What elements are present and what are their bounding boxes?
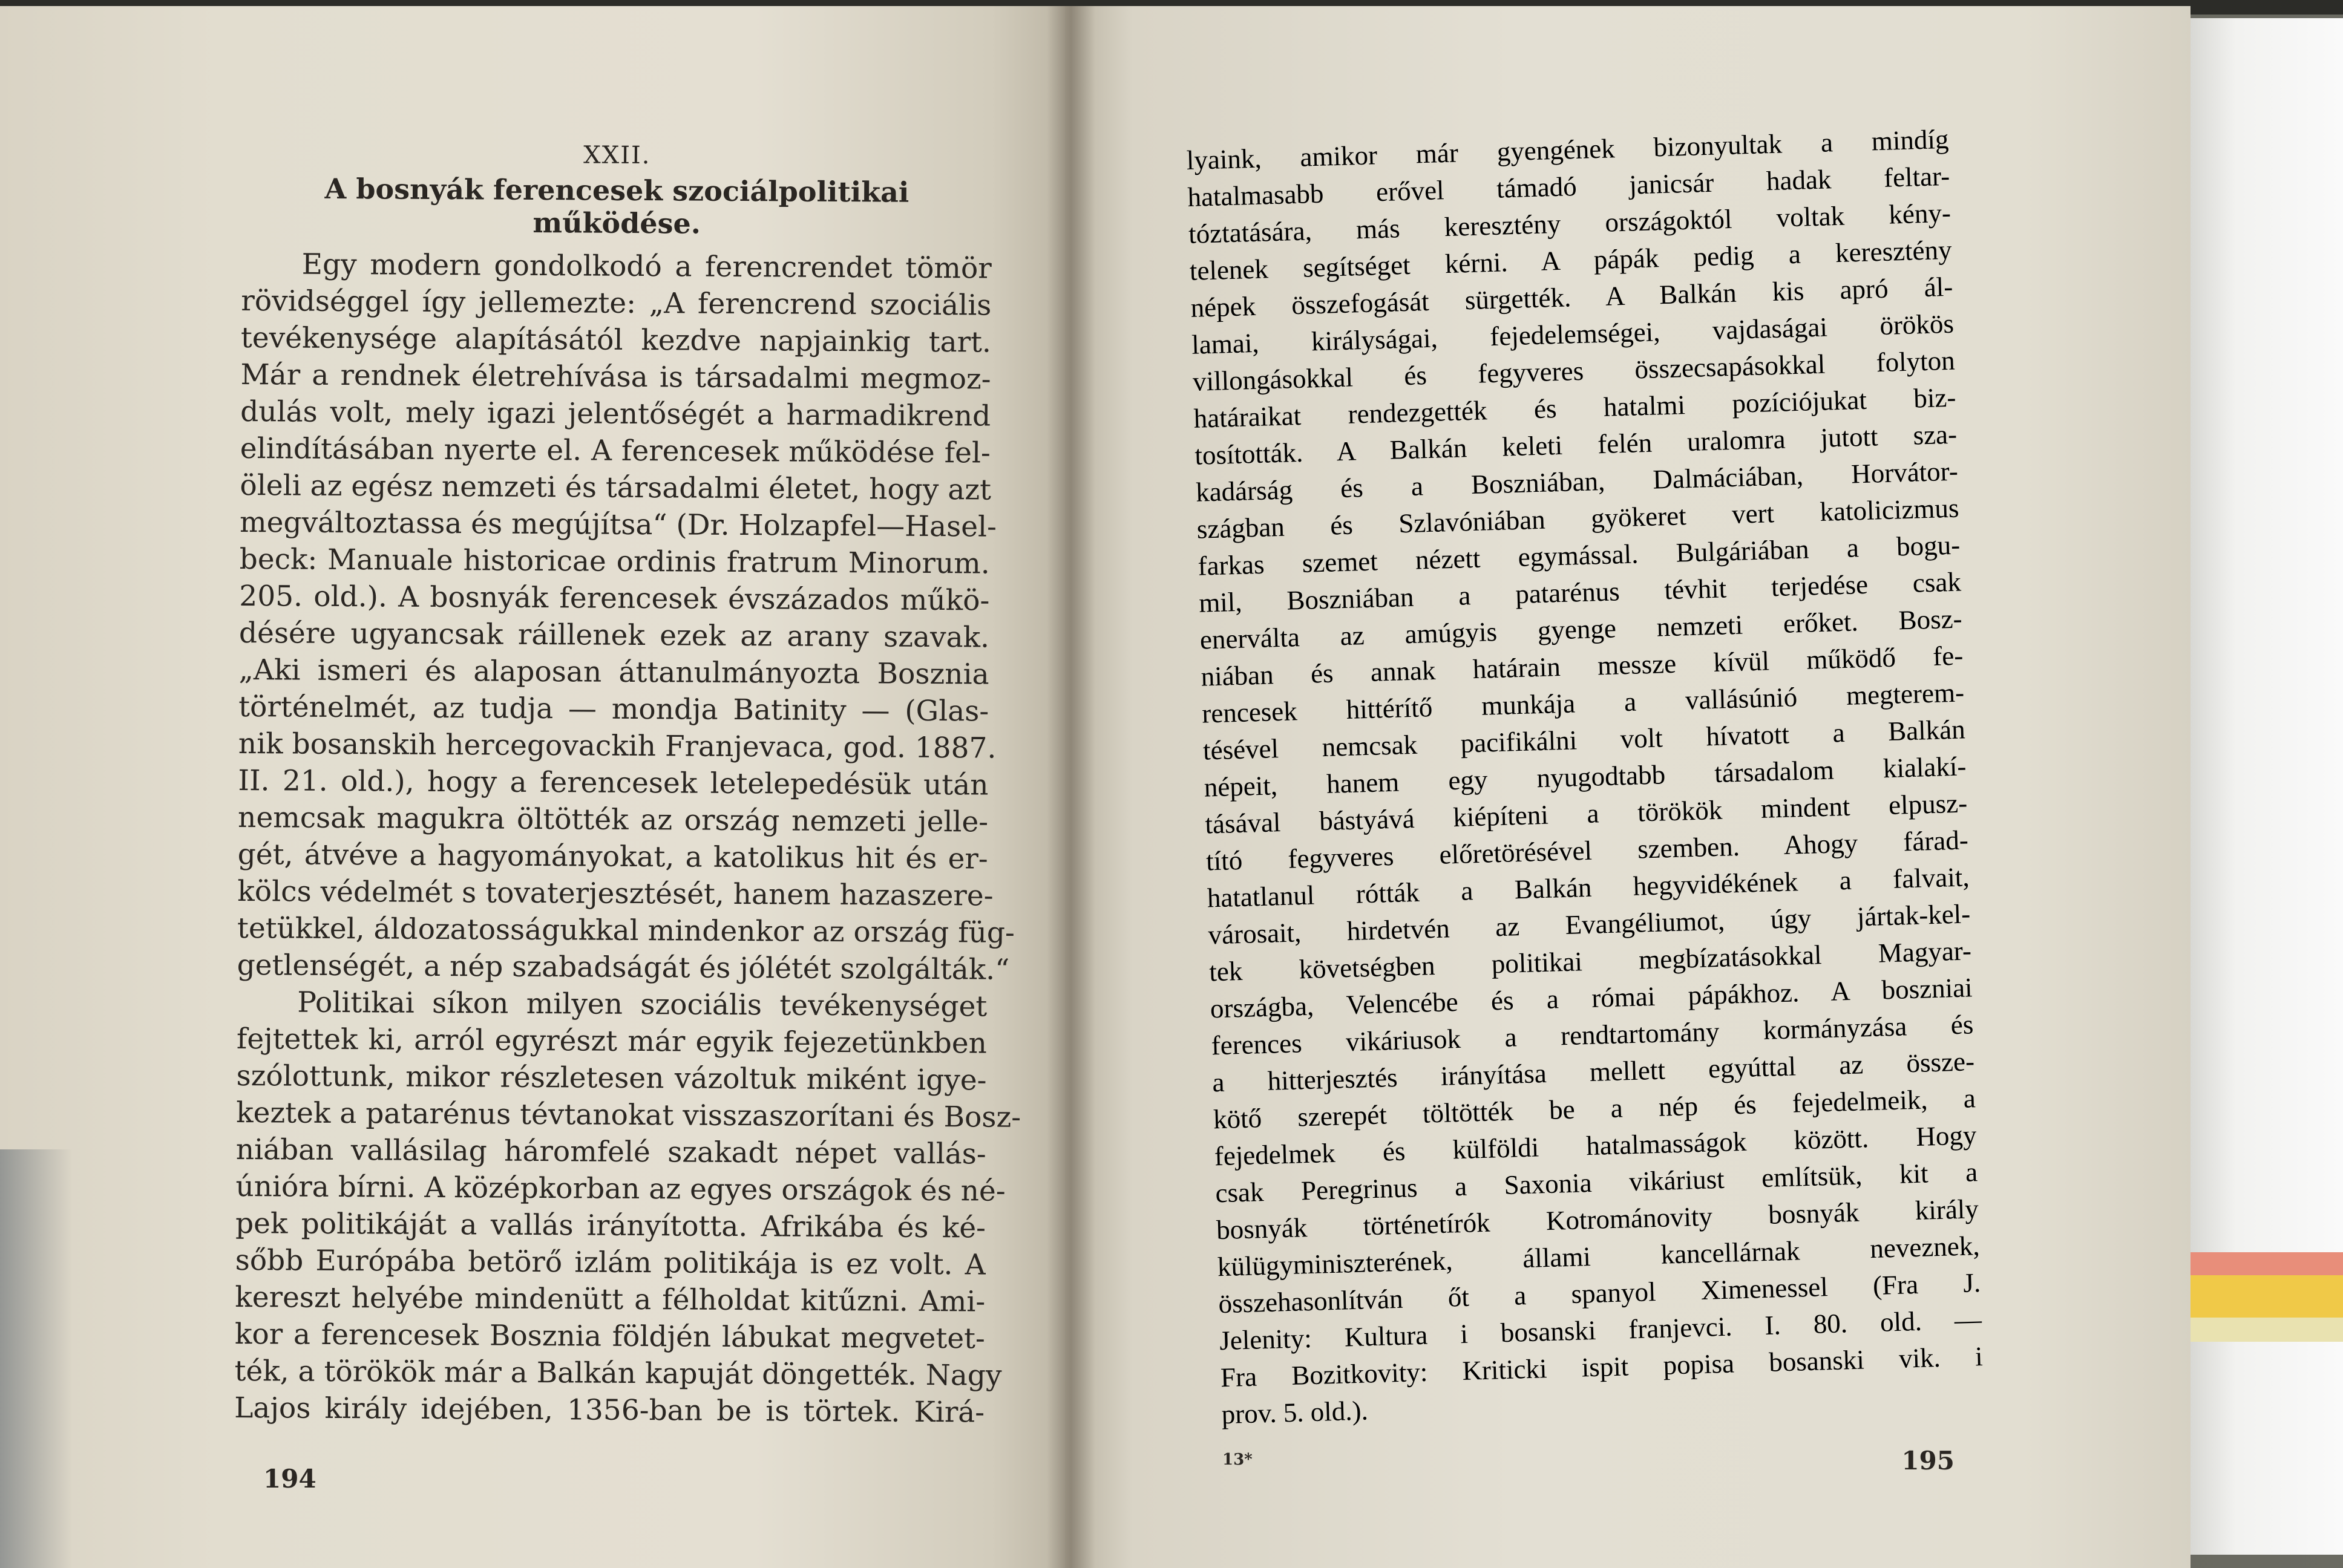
text-line: pek politikáját a vallás irányította. Afrikába és ké- bbox=[235, 1206, 986, 1245]
text-line: tóztatására, más keresztény országoktól voltak kény- bbox=[1188, 197, 1951, 249]
text-line: II. 21. old.), hogy a ferencesek letelepedésük után bbox=[238, 763, 989, 802]
text-line: rencesek hittérítő munkája a vallásúnió megterem- bbox=[1201, 677, 1965, 729]
text-line: únióra bírni. A középkorban az egyes országok és né- bbox=[235, 1169, 1006, 1208]
text-line: niában vallásilag háromfelé szakadt népet vallás- bbox=[235, 1132, 986, 1171]
book-gutter bbox=[1047, 6, 1095, 1568]
text-line: hatalmasabb erővel támadó janicsár hadak feltar- bbox=[1187, 160, 1950, 212]
text-line: getlenségét, a nép szabadságát és jólétét szolgálták.“ bbox=[237, 948, 1010, 987]
text-line: a hitterjesztés irányítása mellett egyúttal az össze- bbox=[1211, 1046, 1975, 1098]
open-book bbox=[0, 6, 2191, 1568]
right-page-footer bbox=[1222, 1446, 1955, 1482]
colored-stripe-red bbox=[2191, 1252, 2343, 1275]
text-line: kereszt helyébe mindenütt a félholdat kitűzni. Ami- bbox=[235, 1280, 986, 1319]
text-line: mil, Boszniában a patarénus tévhit terjedése csak bbox=[1198, 566, 1962, 618]
text-line: gét, átvéve a hagyományokat, a katolikus hit és er- bbox=[237, 837, 988, 876]
text-line: tetükkel, áldozatosságukkal mindenkor az ország füg- bbox=[237, 911, 1015, 950]
text-line: telenek segítséget kérni. A pápák pedig a keresztény bbox=[1189, 234, 1953, 286]
text-line: prov. 5. old.). bbox=[1221, 1395, 1369, 1430]
text-line: nemcsak magukra öltötték az ország nemzeti jelle- bbox=[237, 800, 989, 839]
chapter-title: A bosnyák ferencesek szociálpolitikai működése. bbox=[324, 172, 909, 240]
text-line: villongásokkal és fegyveres összecsapásokkal folyton bbox=[1192, 345, 1956, 397]
text-line: szólottunk, mikor részletesen vázoltuk miként igye- bbox=[236, 1059, 987, 1097]
text-line: Lajos király idejében, 1356-ban be is törtek. Kirá- bbox=[234, 1391, 985, 1429]
page-number-right: 195 bbox=[1901, 1446, 1955, 1475]
text-line: kor a ferencesek Bosznia földjén lábukat megvetet- bbox=[234, 1317, 986, 1356]
text-line: Már a rendnek életrehívása is társadalmi megmoz- bbox=[240, 358, 991, 396]
right-page-text bbox=[1186, 121, 1984, 1433]
text-line: szágban és Szlavóniában gyökeret vert katolicizmus bbox=[1196, 492, 1960, 544]
text-line: városait, hirdetvén az Evangéliumot, úgy jártak-kel- bbox=[1207, 898, 1971, 950]
left-page bbox=[0, 6, 1077, 1568]
page-number-left: 194 bbox=[263, 1464, 316, 1494]
text-line: külügyminiszterének, állami kancellárnak neveznek, bbox=[1217, 1230, 1981, 1282]
text-line: csak Peregrinus a Saxonia vikáriust említsük, kit a bbox=[1214, 1157, 1978, 1209]
text-line: tító fegyveres előretörésével szemben. Ahogy fárad- bbox=[1205, 825, 1969, 877]
text-line: határaikat rendezgették és hatalmi pozíciójukat biz- bbox=[1193, 382, 1956, 434]
text-line: nik bosanskih hercegovackih Franjevaca, god. 1887. bbox=[238, 727, 997, 765]
text-line: Fra Bozitkovity: Kriticki ispit popisa bosanski vik. i bbox=[1220, 1341, 1984, 1393]
chapter-number: XXII. bbox=[583, 141, 651, 170]
text-line: népek összefogását sürgették. A Balkán kis apró ál- bbox=[1190, 271, 1953, 323]
text-line: Egy modern gondolkodó a ferencrendet tömör bbox=[301, 247, 992, 286]
text-line: fejedelmek és külföldi hatalmasságok között. Hogy bbox=[1214, 1120, 1978, 1172]
text-line: bosnyák történetírók Kotrománovity bosnyák király bbox=[1216, 1194, 1979, 1246]
text-line: farkas szemet nézett egymással. Bulgáriában a bogu- bbox=[1197, 529, 1961, 581]
text-line: Politikai síkon milyen szociális tevékenységet bbox=[297, 985, 988, 1024]
signature-mark: 13* bbox=[1222, 1451, 1253, 1469]
text-line: tosították. A Balkán keleti felén uralomra jutott sza- bbox=[1194, 419, 1958, 471]
text-line: kölcs védelmét s tovaterjesztését, hanem hazaszere- bbox=[237, 874, 994, 913]
text-line: rövidséggel így jellemezte: „A ferencrend szociális bbox=[241, 284, 992, 322]
text-line: tésével nemcsak pacifikálni volt hívatott a Balkán bbox=[1202, 714, 1966, 766]
text-line: történelmét, az tudja — mondja Batinity — (Glas- bbox=[238, 690, 989, 728]
text-line: kadárság és a Boszniában, Dalmáciában, Horvátor- bbox=[1195, 456, 1959, 508]
text-line: kötő szerepét töltötték be a nép és fejedelmeik, a bbox=[1213, 1083, 1976, 1135]
text-line: lyaink, amikor már gyengének bizonyultak a mindíg bbox=[1186, 123, 1950, 175]
text-line: ferences vikáriusok a rendtartomány kormányzása és bbox=[1211, 1009, 1974, 1061]
text-line: dulás volt, mely igazi jelentőségét a harmadikrend bbox=[240, 394, 991, 433]
text-line: hatatlanul rótták a Balkán hegyvidékének a falvait, bbox=[1207, 861, 1970, 913]
text-line: 205. old.). A bosnyák ferencesek évszázados műkö- bbox=[239, 579, 990, 618]
text-line: tek követségben politikai megbízatásokkal Magyar- bbox=[1208, 935, 1972, 987]
text-line: désére ugyancsak ráillenek ezek az arany szavak. bbox=[238, 616, 990, 655]
text-line: keztek a patarénus tévtanokat visszaszorítani és Bosz- bbox=[236, 1096, 1021, 1134]
text-line: Jelenity: Kultura i bosanski franjevci. I. 80. old. — bbox=[1219, 1304, 1982, 1356]
left-page-text bbox=[234, 139, 1021, 1431]
text-line: ték, a törökök már a Balkán kapuját döngették. Nagy bbox=[234, 1354, 1002, 1393]
text-line: lamai, királyságai, fejedelemségei, vajdaságai örökös bbox=[1191, 308, 1955, 360]
colored-stripe-cream bbox=[2191, 1318, 2343, 1342]
text-line: tevékenysége alapításától kezdve napjainkig tart. bbox=[240, 321, 992, 359]
text-line: országba, Velencébe és a római pápákhoz. A boszniai bbox=[1210, 972, 1973, 1024]
text-line: népeit, hanem egy nyugodtabb társadalom kialakí- bbox=[1204, 751, 1967, 803]
text-line: tásával bástyává kiépíteni a törökök mindent elpusz- bbox=[1204, 788, 1968, 840]
text-line: beck: Manuale historicae ordinis fratrum Minorum. bbox=[239, 542, 990, 581]
text-line: megváltoztassa és megújítsa“ (Dr. Holzapfel—Hasel- bbox=[239, 505, 997, 544]
text-line: enerválta az amúgyis gyenge nemzeti erőket. Bosz- bbox=[1199, 603, 1963, 655]
text-line: elindításában nyerte el. A ferencesek működése fel- bbox=[240, 431, 991, 470]
text-line: sőbb Európába betörő izlám politikája is ez volt. A bbox=[235, 1243, 986, 1282]
foreground-shadow bbox=[0, 1149, 73, 1568]
text-line: fejtettek ki, arról egyrészt már egyik fejezetünkben bbox=[236, 1022, 988, 1060]
text-line: öleli az egész nemzeti és társadalmi életet, hogy azt bbox=[240, 468, 992, 507]
text-line: összehasonlítván őt a spanyol Ximenessel (Fra J. bbox=[1217, 1267, 1981, 1319]
colored-stripe-yellow bbox=[2191, 1275, 2343, 1318]
text-line: niában és annak határain messze kívül működő fe- bbox=[1200, 640, 1964, 692]
text-line: „Aki ismeri és alaposan áttanulmányozta Bosznia bbox=[238, 653, 989, 691]
